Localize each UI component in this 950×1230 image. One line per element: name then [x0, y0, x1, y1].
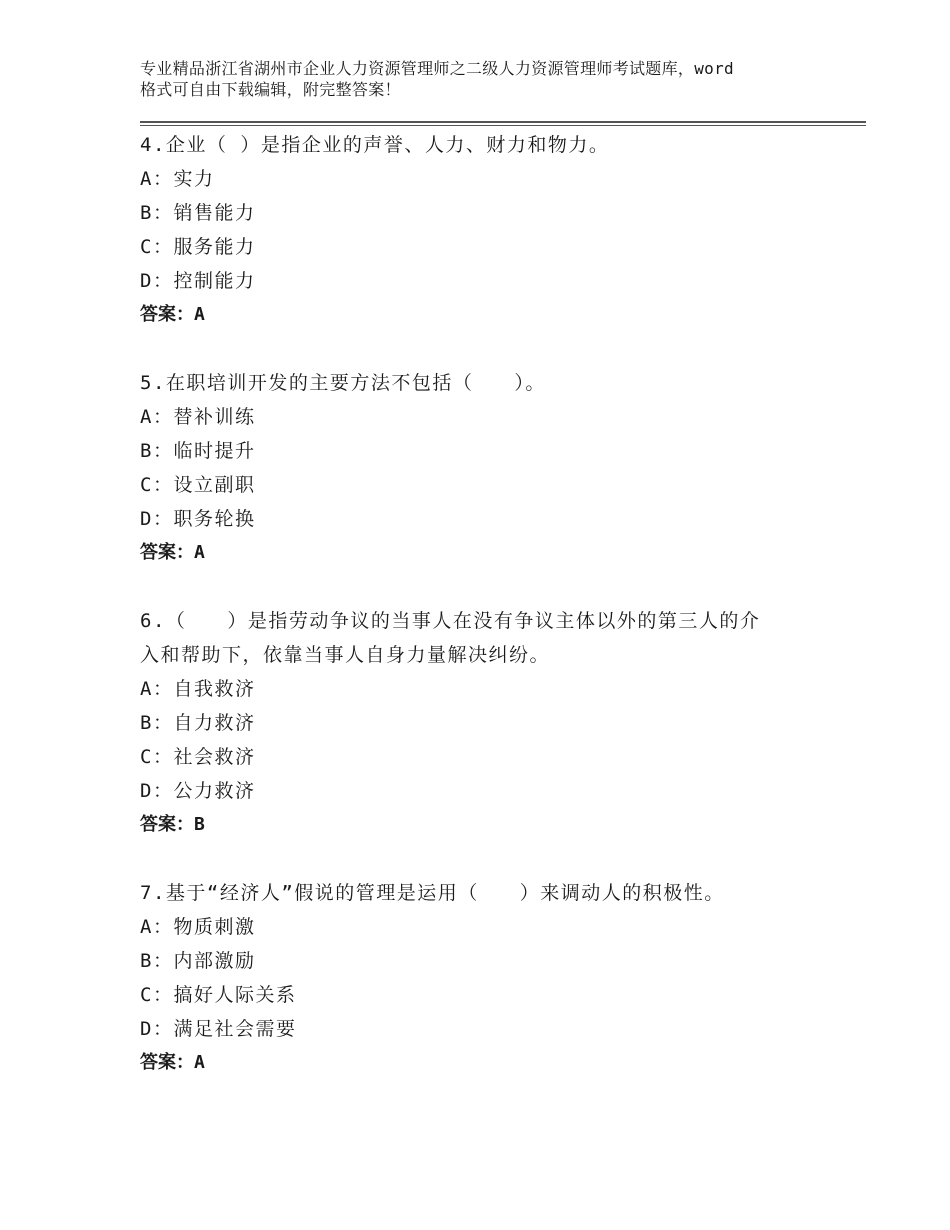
- answer-value: A: [194, 1052, 205, 1073]
- answer-label: 答案：: [140, 814, 194, 835]
- answer-value: B: [194, 814, 205, 835]
- option-c: C：设立副职: [140, 474, 256, 496]
- option-d: D：满足社会需要: [140, 1018, 297, 1040]
- document-header: [140, 58, 830, 100]
- answer-label: 答案：: [140, 1052, 194, 1073]
- question-stem: 5.在职培训开发的主要方法不包括（ ）。: [140, 372, 546, 394]
- option-c: C：社会救济: [140, 746, 256, 768]
- header-divider-thin: [140, 125, 866, 126]
- question-6: [140, 604, 840, 842]
- header-line-1: 专业精品浙江省湖州市企业人力资源管理师之二级人力资源管理师考试题库，word: [140, 59, 734, 78]
- question-stem: 6.（ ）是指劳动争议的当事人在没有争议主体以外的第三人的介: [140, 610, 761, 632]
- question-list: [140, 128, 840, 1114]
- option-a: A：物质刺激: [140, 916, 256, 938]
- option-a: A：替补训练: [140, 406, 256, 428]
- option-b: B：销售能力: [140, 202, 256, 224]
- option-d: D：公力救济: [140, 780, 256, 802]
- option-b: B：自力救济: [140, 712, 256, 734]
- option-a: A：实力: [140, 168, 215, 190]
- answer-line: [140, 536, 840, 570]
- question-5: [140, 366, 840, 570]
- question-7: [140, 876, 840, 1080]
- option-d: D：控制能力: [140, 270, 256, 292]
- answer-value: A: [194, 304, 205, 325]
- answer-label: 答案：: [140, 304, 194, 325]
- question-stem: 4.企业（ ）是指企业的声誉、人力、财力和物力。: [140, 134, 610, 156]
- option-c: C：搞好人际关系: [140, 984, 297, 1006]
- header-divider: [140, 121, 866, 123]
- answer-line: [140, 298, 840, 332]
- option-a: A：自我救济: [140, 678, 256, 700]
- answer-label: 答案：: [140, 542, 194, 563]
- answer-value: A: [194, 542, 205, 563]
- answer-line: [140, 808, 840, 842]
- question-stem-continued: 入和帮助下，依靠当事人自身力量解决纠纷。: [140, 644, 551, 666]
- question-stem: 7.基于“经济人”假说的管理是运用（ ）来调动人的积极性。: [140, 882, 725, 904]
- header-line-2: 格式可自由下载编辑，附完整答案！: [140, 80, 401, 99]
- option-c: C：服务能力: [140, 236, 256, 258]
- question-4: [140, 128, 840, 332]
- answer-line: [140, 1046, 840, 1080]
- option-b: B：临时提升: [140, 440, 256, 462]
- option-b: B：内部激励: [140, 950, 256, 972]
- option-d: D：职务轮换: [140, 508, 256, 530]
